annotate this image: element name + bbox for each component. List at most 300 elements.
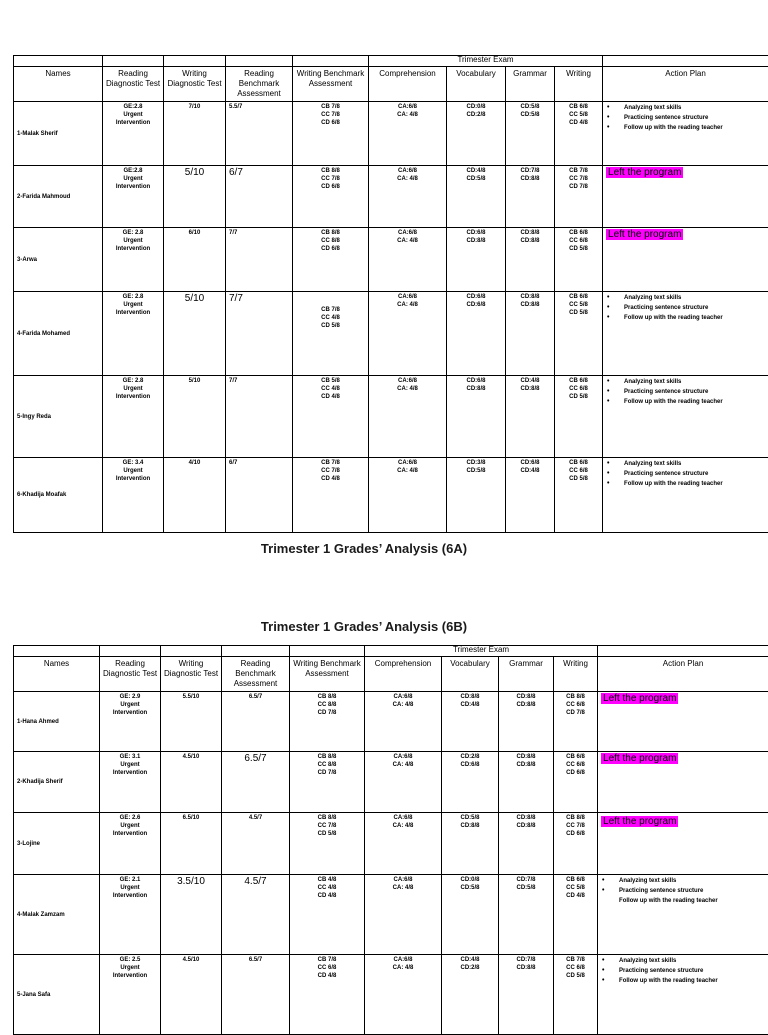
cell-line: Urgent — [106, 237, 160, 245]
reading-benchmark-cell: 4.5/7 — [222, 813, 290, 875]
cell-line: CD:8/8 — [502, 822, 550, 830]
writing-diagnostic-cell: 4/10 — [164, 458, 226, 533]
cell-line: CD 4/8 — [296, 475, 365, 483]
cell-line: CA:6/8 — [372, 293, 443, 301]
col-header-grammar: Grammar — [499, 657, 554, 692]
col-header-reading-benchmark: Reading Benchmark Assessment — [226, 67, 293, 102]
col-header-writing: Writing — [554, 657, 598, 692]
cell-line: CC 4/8 — [296, 385, 365, 393]
list-item: Follow up with the reading teacher — [619, 896, 765, 906]
cell-line: CD 7/8 — [557, 709, 594, 717]
student-name: 3-Arwa — [14, 228, 103, 292]
col-header-writing: Writing — [555, 67, 603, 102]
cell-line: CB 8/8 — [296, 167, 365, 175]
list-item: • Analyzing text skills — [624, 103, 765, 113]
cell-line: CA: 4/8 — [372, 385, 443, 393]
cell-line: CC 8/8 — [296, 237, 365, 245]
reading-benchmark-cell: 6.5/7 — [222, 752, 290, 813]
cell-line: CC 7/8 — [557, 822, 594, 830]
reading-diagnostic-cell — [100, 955, 161, 1035]
vocabulary-cell — [447, 166, 506, 228]
cell-line: Intervention — [106, 475, 160, 483]
table-row — [14, 376, 768, 458]
cell-line: CB 6/8 — [558, 459, 599, 467]
reading-benchmark-cell: 6.5/7 — [222, 692, 290, 752]
cell-line: CD:6/8 — [450, 293, 502, 301]
cell-line: GE: 3.4 — [106, 459, 160, 467]
list-item: • Follow up with the reading teacher — [624, 479, 765, 489]
cell-line: CC 7/8 — [296, 175, 365, 183]
cell-line: Intervention — [103, 972, 157, 980]
cell-line: CA: 4/8 — [368, 964, 438, 972]
cell-line: Intervention — [103, 892, 157, 900]
cell-line: CD:8/8 — [509, 385, 551, 393]
action-plan-cell — [598, 692, 768, 752]
action-plan-list — [606, 377, 765, 407]
col-header-grammar: Grammar — [506, 67, 555, 102]
cell-line: CB 8/8 — [293, 693, 361, 701]
writing-cell — [555, 228, 603, 292]
cell-line: CB 8/8 — [293, 814, 361, 822]
cell-line: CA:6/8 — [372, 459, 443, 467]
cell-line: CC 4/8 — [293, 884, 361, 892]
cell-line: CD:7/8 — [509, 167, 551, 175]
cell-line: CD 5/8 — [296, 322, 365, 330]
writing-cell — [554, 692, 598, 752]
cell-line: CD 5/8 — [558, 475, 599, 483]
cell-line: CD 7/8 — [293, 769, 361, 777]
action-plan-cell — [603, 292, 768, 376]
reading-diagnostic-cell — [103, 166, 164, 228]
vocabulary-cell — [447, 292, 506, 376]
grammar-cell — [499, 813, 554, 875]
cell-line: CC 6/8 — [293, 964, 361, 972]
cell-line: Urgent — [106, 467, 160, 475]
cell-line: CB 4/8 — [293, 876, 361, 884]
cell-line: CB 6/8 — [557, 876, 594, 884]
grammar-cell — [506, 458, 555, 533]
cell-line: CD:4/8 — [445, 701, 495, 709]
trimester-exam-header: Trimester Exam — [365, 646, 598, 657]
comprehension-cell — [369, 228, 447, 292]
reading-benchmark-cell: 6/7 — [226, 166, 293, 228]
left-program-highlight: Left the program — [601, 693, 678, 704]
cell-line: CD:6/8 — [509, 459, 551, 467]
table-row — [14, 458, 768, 533]
action-plan-list — [606, 103, 765, 133]
header-row-top — [14, 646, 768, 657]
cell-line: CD:5/8 — [450, 175, 502, 183]
cell-line: GE: 2.8 — [106, 229, 160, 237]
cell-line: CC 7/8 — [558, 175, 599, 183]
cell-line: GE: 2.5 — [103, 956, 157, 964]
writing-benchmark-cell — [293, 458, 369, 533]
cell-line: CD:8/8 — [509, 293, 551, 301]
cell-line: CB 6/8 — [558, 103, 599, 111]
cell-line: Intervention — [106, 183, 160, 191]
cell-line: CD 4/8 — [558, 119, 599, 127]
cell-line: CB 8/8 — [293, 753, 361, 761]
cell-line: CC 7/8 — [296, 467, 365, 475]
writing-benchmark-cell — [293, 292, 369, 376]
col-header-names: Names — [14, 67, 103, 102]
grammar-cell — [506, 102, 555, 166]
cell-line: CD:6/8 — [445, 761, 495, 769]
cell-line: CB 8/8 — [296, 229, 365, 237]
reading-diagnostic-cell — [103, 292, 164, 376]
cell-line: CC 6/8 — [557, 761, 594, 769]
header-row — [14, 657, 768, 692]
cell-line: CD:8/8 — [509, 237, 551, 245]
grammar-cell — [506, 292, 555, 376]
cell-line: GE:2.8 — [106, 103, 160, 111]
table-row — [14, 752, 768, 813]
writing-benchmark-cell — [293, 102, 369, 166]
writing-diagnostic-cell: 5/10 — [164, 292, 226, 376]
col-header-comprehension: Comprehension — [365, 657, 442, 692]
grammar-cell — [506, 166, 555, 228]
cell-line: CD 6/8 — [296, 183, 365, 191]
writing-cell — [554, 813, 598, 875]
cell-line: CD:4/8 — [445, 956, 495, 964]
writing-diagnostic-cell: 6/10 — [164, 228, 226, 292]
comprehension-cell — [369, 102, 447, 166]
trimester-exam-header: Trimester Exam — [369, 56, 603, 67]
action-plan-cell — [598, 752, 768, 813]
cell-line: Intervention — [103, 709, 157, 717]
table-row — [14, 692, 768, 752]
list-item: • Analyzing text skills — [624, 377, 765, 387]
comprehension-cell — [365, 875, 442, 955]
comprehension-cell — [365, 813, 442, 875]
writing-cell — [554, 875, 598, 955]
reading-benchmark-cell: 7/7 — [226, 228, 293, 292]
table-row — [14, 228, 768, 292]
student-name: 4-Malak Zamzam — [14, 875, 100, 955]
cell-line: CD 6/8 — [557, 769, 594, 777]
cell-line: CD 5/8 — [557, 972, 594, 980]
action-plan-cell — [603, 458, 768, 533]
list-item: • Practicing sentence structure — [619, 886, 765, 896]
cell-line: CD 7/8 — [293, 709, 361, 717]
vocabulary-cell — [442, 875, 499, 955]
reading-benchmark-cell: 7/7 — [226, 376, 293, 458]
table-row — [14, 955, 768, 1035]
writing-cell — [555, 376, 603, 458]
grammar-cell — [499, 955, 554, 1035]
list-item: • Practicing sentence structure — [624, 113, 765, 123]
vocabulary-cell — [447, 376, 506, 458]
list-item: • Analyzing text skills — [619, 876, 765, 886]
list-item: • Practicing sentence structure — [624, 469, 765, 479]
cell-line: CD 6/8 — [296, 245, 365, 253]
cell-line: CD 7/8 — [558, 183, 599, 191]
writing-benchmark-cell — [293, 166, 369, 228]
action-plan-cell — [603, 102, 768, 166]
cell-line: CA:6/8 — [368, 956, 438, 964]
list-item: • Practicing sentence structure — [624, 303, 765, 313]
cell-line: CA:6/8 — [368, 753, 438, 761]
list-item: • Analyzing text skills — [624, 459, 765, 469]
cell-line: Urgent — [103, 822, 157, 830]
header-row — [14, 67, 768, 102]
left-program-highlight: Left the program — [601, 753, 678, 764]
cell-line: CA:6/8 — [368, 814, 438, 822]
writing-cell — [555, 166, 603, 228]
action-plan-cell — [603, 228, 768, 292]
writing-benchmark-cell — [290, 692, 365, 752]
cell-line: CD 5/8 — [558, 393, 599, 401]
cell-line: Intervention — [106, 119, 160, 127]
cell-line: Intervention — [103, 769, 157, 777]
cell-line: CA: 4/8 — [372, 301, 443, 309]
cell-line: CA:6/8 — [368, 693, 438, 701]
comprehension-cell — [369, 458, 447, 533]
cell-line: CA: 4/8 — [372, 175, 443, 183]
comprehension-cell — [369, 166, 447, 228]
reading-diagnostic-cell — [100, 752, 161, 813]
reading-diagnostic-cell — [103, 458, 164, 533]
cell-line: GE: 3.1 — [103, 753, 157, 761]
cell-line: CD:5/8 — [450, 467, 502, 475]
cell-line: CA: 4/8 — [372, 237, 443, 245]
cell-line: CB 7/8 — [558, 167, 599, 175]
cell-line: CD:5/8 — [445, 814, 495, 822]
writing-cell — [555, 292, 603, 376]
cell-line: CA:6/8 — [372, 229, 443, 237]
cell-line: CA: 4/8 — [372, 467, 443, 475]
cell-line: CD:6/8 — [450, 301, 502, 309]
cell-line: Intervention — [106, 393, 160, 401]
vocabulary-cell — [447, 228, 506, 292]
caption-6a: Trimester 1 Grades’ Analysis (6A) — [0, 541, 748, 556]
cell-line: CD:0/8 — [445, 876, 495, 884]
grammar-cell — [506, 376, 555, 458]
cell-line: CB 5/8 — [296, 377, 365, 385]
writing-diagnostic-cell: 4.5/10 — [161, 752, 222, 813]
grammar-cell — [499, 875, 554, 955]
cell-line: CC 5/8 — [558, 111, 599, 119]
cell-line: CD:5/8 — [509, 103, 551, 111]
reading-benchmark-cell: 4.5/7 — [222, 875, 290, 955]
cell-line: CD:7/8 — [502, 956, 550, 964]
cell-line: CA:6/8 — [368, 876, 438, 884]
student-name: 1-Malak Sherif — [14, 102, 103, 166]
cell-line: CD:8/8 — [502, 814, 550, 822]
cell-line: Intervention — [106, 245, 160, 253]
writing-diagnostic-cell: 7/10 — [164, 102, 226, 166]
cell-line: CD:2/8 — [445, 964, 495, 972]
cell-line: CC 6/8 — [557, 964, 594, 972]
cell-line: Intervention — [103, 830, 157, 838]
reading-diagnostic-cell — [100, 813, 161, 875]
student-name: 2-Khadija Sherif — [14, 752, 100, 813]
table-row — [14, 292, 768, 376]
cell-line: CC 5/8 — [557, 884, 594, 892]
col-header-reading-diagnostic: Reading Diagnostic Test — [103, 67, 164, 102]
cell-line: Urgent — [103, 701, 157, 709]
cell-line: GE:2.8 — [106, 167, 160, 175]
cell-line: Urgent — [106, 385, 160, 393]
cell-line: CD:8/8 — [450, 237, 502, 245]
header-row-top — [14, 56, 768, 67]
cell-line: CD 6/8 — [296, 119, 365, 127]
action-plan-cell — [598, 813, 768, 875]
cell-line: CD:3/8 — [450, 459, 502, 467]
action-plan-cell — [603, 166, 768, 228]
left-program-highlight: Left the program — [606, 167, 683, 178]
cell-line: CD:8/8 — [445, 693, 495, 701]
cell-line: CB 6/8 — [557, 753, 594, 761]
list-item: • Practicing sentence structure — [619, 966, 765, 976]
writing-benchmark-cell — [293, 228, 369, 292]
table-row — [14, 166, 768, 228]
cell-line: CC 8/8 — [293, 761, 361, 769]
reading-diagnostic-cell — [100, 875, 161, 955]
cell-line: CC 7/8 — [296, 111, 365, 119]
col-header-action-plan: Action Plan — [603, 67, 768, 102]
writing-cell — [555, 102, 603, 166]
cell-line: Urgent — [106, 301, 160, 309]
action-plan-list — [601, 876, 765, 906]
cell-line: CC 5/8 — [558, 301, 599, 309]
writing-cell — [554, 752, 598, 813]
cell-line: CA: 4/8 — [368, 761, 438, 769]
left-program-highlight: Left the program — [601, 816, 678, 827]
cell-line: CB 6/8 — [558, 377, 599, 385]
cell-line: CA:6/8 — [372, 167, 443, 175]
writing-diagnostic-cell: 5/10 — [164, 166, 226, 228]
reading-benchmark-cell: 7/7 — [226, 292, 293, 376]
cell-line: CC 6/8 — [558, 467, 599, 475]
action-plan-list — [606, 459, 765, 489]
action-plan-cell — [598, 875, 768, 955]
cell-line: CD:0/8 — [450, 103, 502, 111]
cell-line: Urgent — [106, 175, 160, 183]
reading-diagnostic-cell — [103, 376, 164, 458]
cell-line: CD 4/8 — [293, 892, 361, 900]
action-plan-cell — [598, 955, 768, 1035]
cell-line: CD:6/8 — [450, 377, 502, 385]
vocabulary-cell — [442, 813, 499, 875]
col-header-names: Names — [14, 657, 100, 692]
cell-line: GE: 2.8 — [106, 377, 160, 385]
cell-line: CB 6/8 — [558, 229, 599, 237]
cell-line: Urgent — [103, 964, 157, 972]
action-plan-list — [601, 956, 765, 986]
table-row — [14, 813, 768, 875]
cell-line: Intervention — [106, 309, 160, 317]
cell-line: CD:4/8 — [509, 467, 551, 475]
writing-benchmark-cell — [290, 813, 365, 875]
student-name: 1-Hana Ahmed — [14, 692, 100, 752]
vocabulary-cell — [442, 692, 499, 752]
comprehension-cell — [369, 376, 447, 458]
writing-benchmark-cell — [290, 875, 365, 955]
action-plan-list — [606, 293, 765, 323]
writing-benchmark-cell — [290, 955, 365, 1035]
col-header-reading-benchmark: Reading Benchmark Assessment — [222, 657, 290, 692]
comprehension-cell — [365, 692, 442, 752]
cell-line: CD:4/8 — [450, 167, 502, 175]
cell-line: CC 4/8 — [296, 314, 365, 322]
cell-line: CD:8/8 — [502, 761, 550, 769]
list-item: • Analyzing text skills — [624, 293, 765, 303]
student-name: 4-Farida Mohamed — [14, 292, 103, 376]
cell-line: CD:7/8 — [502, 876, 550, 884]
grammar-cell — [499, 692, 554, 752]
col-header-writing-benchmark: Writing Benchmark Assessment — [290, 657, 365, 692]
writing-diagnostic-cell: 4.5/10 — [161, 955, 222, 1035]
student-name: 2-Farida Mahmoud — [14, 166, 103, 228]
left-program-highlight: Left the program — [606, 229, 683, 240]
list-item: • Practicing sentence structure — [624, 387, 765, 397]
cell-line: GE: 2.6 — [103, 814, 157, 822]
col-header-reading-diagnostic: Reading Diagnostic Test — [100, 657, 161, 692]
cell-line: CD:8/8 — [445, 822, 495, 830]
cell-line: CB 8/8 — [557, 814, 594, 822]
vocabulary-cell — [447, 102, 506, 166]
cell-line: CC 6/8 — [557, 701, 594, 709]
cell-line: Urgent — [106, 111, 160, 119]
reading-diagnostic-cell — [100, 692, 161, 752]
student-name: 5-Ingy Reda — [14, 376, 103, 458]
writing-diagnostic-cell: 3.5/10 — [161, 875, 222, 955]
cell-line: CA: 4/8 — [372, 111, 443, 119]
cell-line: CD:5/8 — [502, 884, 550, 892]
col-header-action-plan: Action Plan — [598, 657, 768, 692]
cell-line: Urgent — [103, 761, 157, 769]
cell-line: CD:5/8 — [509, 111, 551, 119]
cell-line: CB 7/8 — [296, 459, 365, 467]
cell-line: CB 6/8 — [558, 293, 599, 301]
cell-line: CD 4/8 — [296, 393, 365, 401]
cell-line: CD 4/8 — [293, 972, 361, 980]
col-header-vocabulary: Vocabulary — [447, 67, 506, 102]
col-header-comprehension: Comprehension — [369, 67, 447, 102]
grades-table-6b — [13, 645, 768, 1035]
cell-line: CA:6/8 — [372, 377, 443, 385]
cell-line: CD:2/8 — [445, 753, 495, 761]
cell-line: Urgent — [103, 884, 157, 892]
student-name: 5-Jana Safa — [14, 955, 100, 1035]
caption-6b: Trimester 1 Grades’ Analysis (6B) — [0, 619, 748, 634]
cell-line: CB 7/8 — [557, 956, 594, 964]
writing-benchmark-cell — [290, 752, 365, 813]
cell-line: CD:8/8 — [502, 693, 550, 701]
cell-line: GE: 2.9 — [103, 693, 157, 701]
col-header-writing-benchmark: Writing Benchmark Assessment — [293, 67, 369, 102]
action-plan-cell — [603, 376, 768, 458]
cell-line: CB 7/8 — [296, 103, 365, 111]
col-header-writing-diagnostic: Writing Diagnostic Test — [164, 67, 226, 102]
writing-benchmark-cell — [293, 376, 369, 458]
cell-line: CD:8/8 — [509, 229, 551, 237]
cell-line: CD:4/8 — [509, 377, 551, 385]
col-header-writing-diagnostic: Writing Diagnostic Test — [161, 657, 222, 692]
list-item: • Follow up with the reading teacher — [619, 976, 765, 986]
cell-line: CD 6/8 — [557, 830, 594, 838]
student-name: 3-Lojine — [14, 813, 100, 875]
table-row — [14, 875, 768, 955]
cell-line: CD:5/8 — [445, 884, 495, 892]
cell-line: CC 8/8 — [293, 701, 361, 709]
col-header-vocabulary: Vocabulary — [442, 657, 499, 692]
comprehension-cell — [369, 292, 447, 376]
cell-line: CD:8/8 — [450, 385, 502, 393]
vocabulary-cell — [447, 458, 506, 533]
writing-diagnostic-cell: 6.5/10 — [161, 813, 222, 875]
